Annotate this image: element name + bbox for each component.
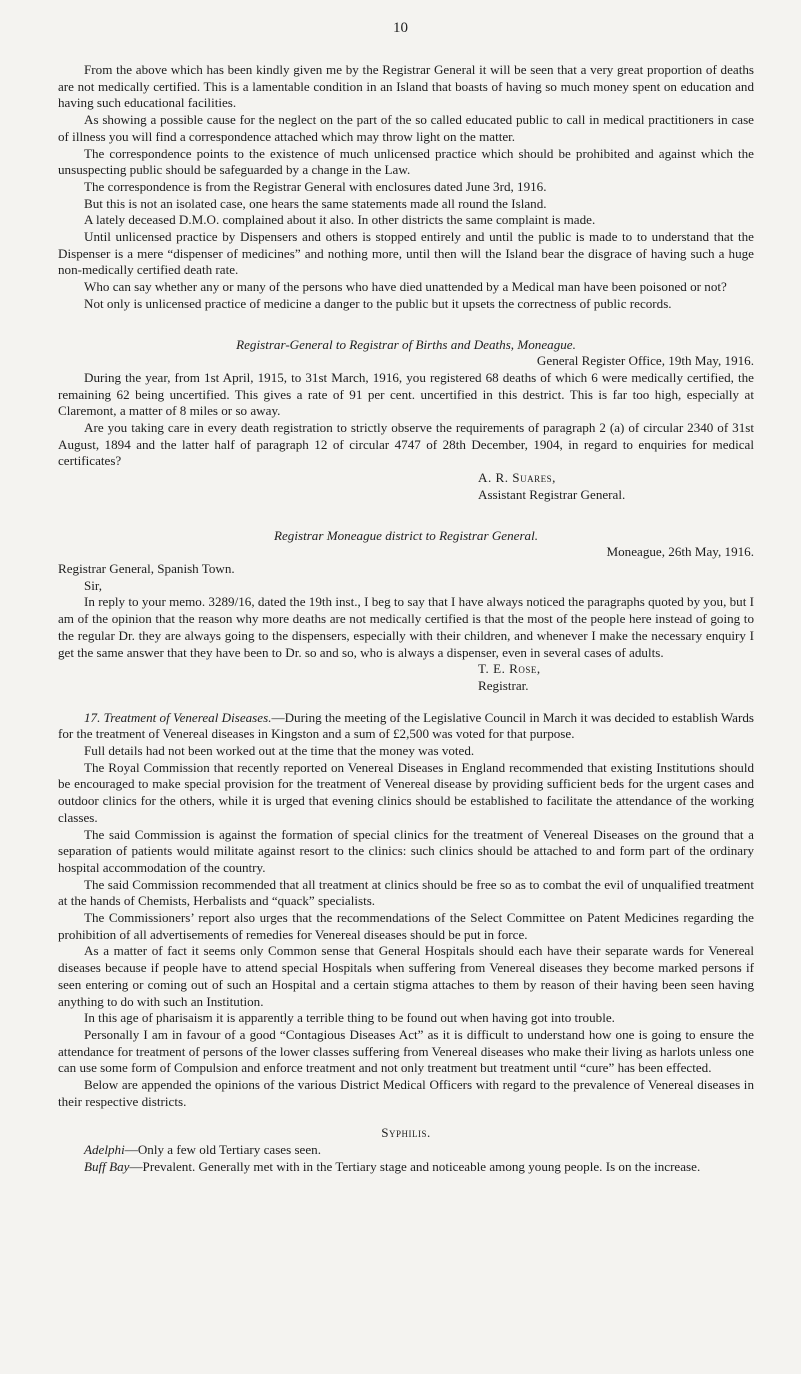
intro-section [58,62,754,313]
section-paragraph: In this age of pharisaism it is apparently a terrible thing to be found out when having got into trouble. [84,1010,615,1026]
syphilis-section [58,1125,754,1175]
section-paragraph: The Commissioners’ report also urges that the recommendations of the Select Committee on Patent Medicines regarding the prohibition of all advertisements of remedies for Venereal diseases should be put in force. [58,910,754,942]
letter-addressee: Registrar General, Spanish Town. [58,560,235,576]
district-text: —Only a few old Tertiary cases seen. [124,1142,322,1158]
signature-name: T. E. Rose, [478,661,541,677]
page-number: 10 [393,20,408,36]
section-paragraph: Full details had not been worked out at the time that the money was voted. [84,743,475,759]
letter-paragraph: During the year, from 1st April, 1915, to 31st March, 1916, you registered 68 deaths of which 6 were medically certified, the remaining 62 being uncertified. This gives a rate of 91 per cent. uncertified in this destrict. This is far too high, especially at Claremont, a matter of 8 miles or so away. [58,369,754,419]
body-paragraph: As showing a possible cause for the neglect on the part of the so called educated public to call in medical practitioners in case of illness you will find a correspondence attached which may throw light on the matter. [58,112,754,144]
letter-paragraph: Are you taking care in every death registration to strictly observe the requirements of paragraph 2 (a) of circular 2340 of 31st August, 1894 and the latter half of paragraph 12 of circular 4747 of 28th December, 1904, in regard to enquiries for medical certificates? [58,420,754,469]
section-paragraph: The Royal Commission that recently reported on Venereal Diseases in England recommended that existing Institutions should be encouraged to make special provision for the treatment of Venereal disease by providing sufficient beds for the urgent cases and outdoor clinics for the others, while it is urged that evening clinics should be established to facilitate the attendance of the working classes. [58,759,754,825]
body-paragraph: A lately deceased D.M.O. complained about it also. In other districts the same complaint is made. [84,212,596,228]
signature-title: Assistant Registrar General. [478,486,626,502]
section-paragraph: The said Commission recommended that all treatment at clinics should be free so as to combat the evil of unqualified treatment at the hands of Chemists, Herbalists and “quack” specialists. [58,876,754,909]
body-paragraph: Until unlicensed practice by Dispensers and others is stopped entirely and until the public is made to to understand that the Dispenser is a mere “dispenser of medicines” and nothing more, until then will the Island bear the disgrace of having such a huge non-medically certified death rate. [58,229,754,278]
letter-moneague-registrar [58,528,754,695]
body-paragraph: Not only is unlicensed practice of medicine a danger to the public but it upsets the correctness of public records. [84,295,672,311]
body-paragraph: Who can say whether any or many of the persons who have died unattended by a Medical man have been poisoned or not? [84,279,727,295]
body-paragraph: From the above which has been kindly given me by the Registrar General it will be seen that a very great proportion of deaths are not medically certified. This is a lamentable condition in an Island that boasts of having so much money spent on education and having such educational facilities. [58,62,754,111]
letter-paragraph: In reply to your memo. 3289/16, dated the 19th inst., I beg to say that I have always noticed the paragraphs quoted by you, but I am of the opinion that the reason why more deaths are not medically certified is that the most of the people here instead of going to the regular Dr. they are always going to the dispensers, especially with their children, and whenever I make the necessary enquiry I get the same answer that they have been to Dr. so and so, who is always a dispenser, even in several cases of adults. [58,594,754,660]
section-paragraph: Personally I am in favour of a good “Contagious Diseases Act” as it is difficult to understand how one is going to ensure the attendance for treatment of persons of the lower classes suffering from Venereal diseases who make their living as harlots unless one can use some form of Compulsion and enforce treatment and not only treatment but treatment until “cure” has been effected. [58,1026,754,1076]
page-body [58,62,754,1176]
district-text: —Prevalent. Generally met with in the Tertiary stage and noticeable among young people. Is on the increase. [129,1158,701,1174]
letter-registrar-general [58,337,754,504]
section-paragraph: Below are appended the opinions of the various District Medical Officers with regard to the prevalence of Venereal diseases in their respective districts. [58,1077,754,1109]
section-17-venereal-diseases [58,710,754,1111]
district-name: Buff Bay [84,1158,130,1174]
body-paragraph: But this is not an isolated case, one hears the same statements made all round the Island. [84,195,547,211]
signature-title: Registrar. [478,677,529,693]
syphilis-heading: Syphilis. [381,1125,431,1141]
section-paragraph: The said Commission is against the formation of special clinics for the treatment of Venereal Diseases on the ground that a separation of patients would militate against resort to the clinics: such clinics should be attached to and form part of the ordinary hospital accommodation of the country. [58,826,754,875]
letter-dateline: General Register Office, 19th May, 1916. [536,353,754,369]
section-text: —During the meeting of the Legislative Council in March it was decided to establish Wards for the treatment of Venereal diseases in Kingston and a sum of £2,500 was voted for that purpose. [58,709,754,742]
section-paragraph: As a matter of fact it seems only Common sense that General Hospitals should each have their separate wards for Venereal diseases because if people have to attend special Hospitals when suffering from Venereal diseases they become marked persons if seen entering or coming out of such an Hospital and a certain stigma attaches to them by reason of their having been seen having anything to do with such an Institution. [58,943,754,1009]
letter-dateline: Moneague, 26th May, 1916. [606,544,754,560]
district-entry [58,1159,754,1176]
letter-salutation: Sir, [84,577,103,593]
district-name: Adelphi [84,1142,125,1158]
district-entry [58,1142,754,1159]
body-paragraph: The correspondence is from the Registrar General with enclosures dated June 3rd, 1916. [84,178,547,194]
letter-heading: Registrar-General to Registrar of Births and Deaths, Moneague. [236,336,576,352]
section-paragraph [58,710,754,743]
letter-heading: Registrar Moneague district to Registrar General. [273,527,539,543]
signature-name: A. R. Suares, [478,470,556,486]
section-title: 17. Treatment of Venereal Diseases. [84,709,272,725]
body-paragraph: The correspondence points to the existence of much unlicensed practice which should be prohibited and against which the unsuspecting public should be safeguarded by a change in the Law. [58,145,754,178]
